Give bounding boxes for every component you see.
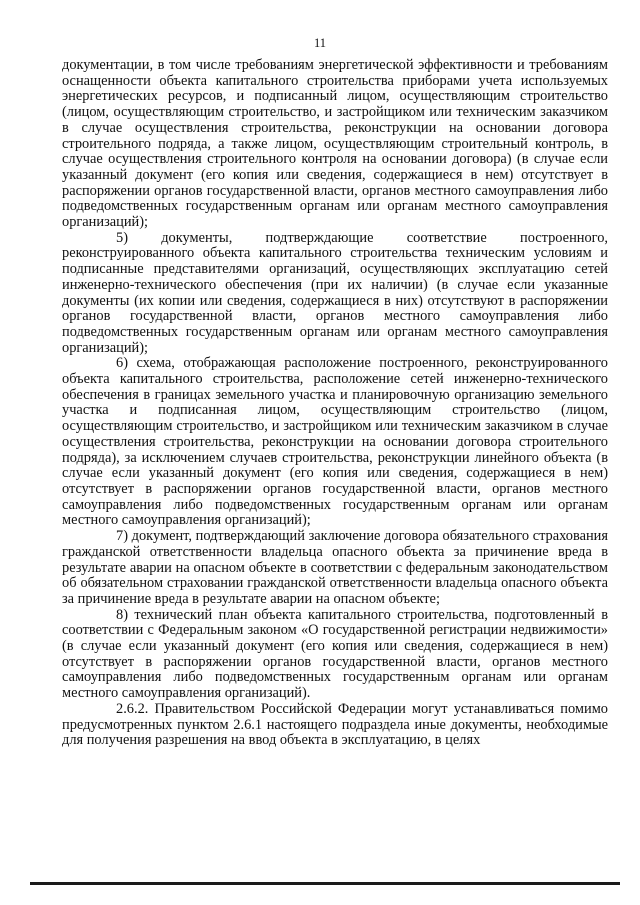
paragraph-item-8: 8) технический план объекта капитального строительства, подготовленный в соответствии с Федеральным законом «О государственной регистрации недвижимости» (в случае если указанный документ (его копия или сведения, содержащиеся в нем) отсутствует в распоряжении органов государственной власти, органов местного самоуправления либо подведомственных государственным органам или органам местного самоуправления организаций). bbox=[62, 606, 608, 702]
paragraph-item-6: 6) схема, отображающая расположение построенного, реконструированного объекта капитального строительства, расположение сетей инженерно-технического обеспечения в границах земельного участка и планировочную организацию земельного участка и подписанная лицом, осуществляющим строительство (лицом, осуществляющим строительство, и застройщиком или техническим заказчиком в случае осуществления строительства, реконструкции на основании договора строительного подряда), за исключением случаев строительства, реконструкции линейного объекта (в случае если указанный документ (его копия или сведения, содержащиеся в нем) отсутствует в распоряжении органов государственной власти, органов местного самоуправления либо подведомственных государственным органам или органам местного самоуправления организаций); bbox=[62, 355, 608, 529]
page-bottom-rule bbox=[30, 882, 620, 885]
paragraph-continuation: документации, в том числе требованиям энергетической эффективности и требованиям оснащенности объекта капитального строительства приборами учета используемых энергетических ресурсов, и подписанный лицом, осуществляющим строительство (лицом, осуществляющим строительство, и застройщиком или техническим заказчиком в случае осуществления строительства, реконструкции на основании договора строительного подряда, а также лицом, осуществляющим строительный контроль, в случае осуществления строительного контроля на основании договора) (в случае если указанный документ (его копия или сведения, содержащиеся в нем) отсутствует в распоряжении органов государственной власти, органов местного самоуправления либо подведомственных государственным органам или органам местного самоуправления организаций); bbox=[62, 57, 608, 231]
paragraph-item-5: 5) документы, подтверждающие соответствие построенного, реконструированного объекта капитального строительства техническим условиям и подписанные представителями организаций, осуществляющих эксплуатацию сетей инженерно-технического обеспечения (при их наличии) (в случае если указанные документы (их копии или сведения, содержащиеся в них) отсутствуют в распоряжении органов государственной власти, органов местного самоуправления либо подведомственных государственным органам или органам местного самоуправления организаций); bbox=[62, 229, 608, 356]
paragraph-2-6-2: 2.6.2. Правительством Российской Федерации могут устанавливаться помимо предусмотренных пунктом 2.6.1 настоящего подраздела иные документы, необходимые для получения разрешения на ввод объекта в эксплуатацию, в целях bbox=[62, 700, 608, 749]
paragraph-item-7: 7) документ, подтверждающий заключение договора обязательного страхования гражданской ответственности владельца опасного объекта за причинение вреда в результате аварии на опасном объекте в соответствии с федеральным законодательством об обязательном страховании гражданской ответственности владельца опасного объекта за причинение вреда в результате аварии на опасном объекте; bbox=[62, 528, 608, 607]
document-body bbox=[62, 58, 608, 749]
page-number: 11 bbox=[313, 36, 327, 50]
